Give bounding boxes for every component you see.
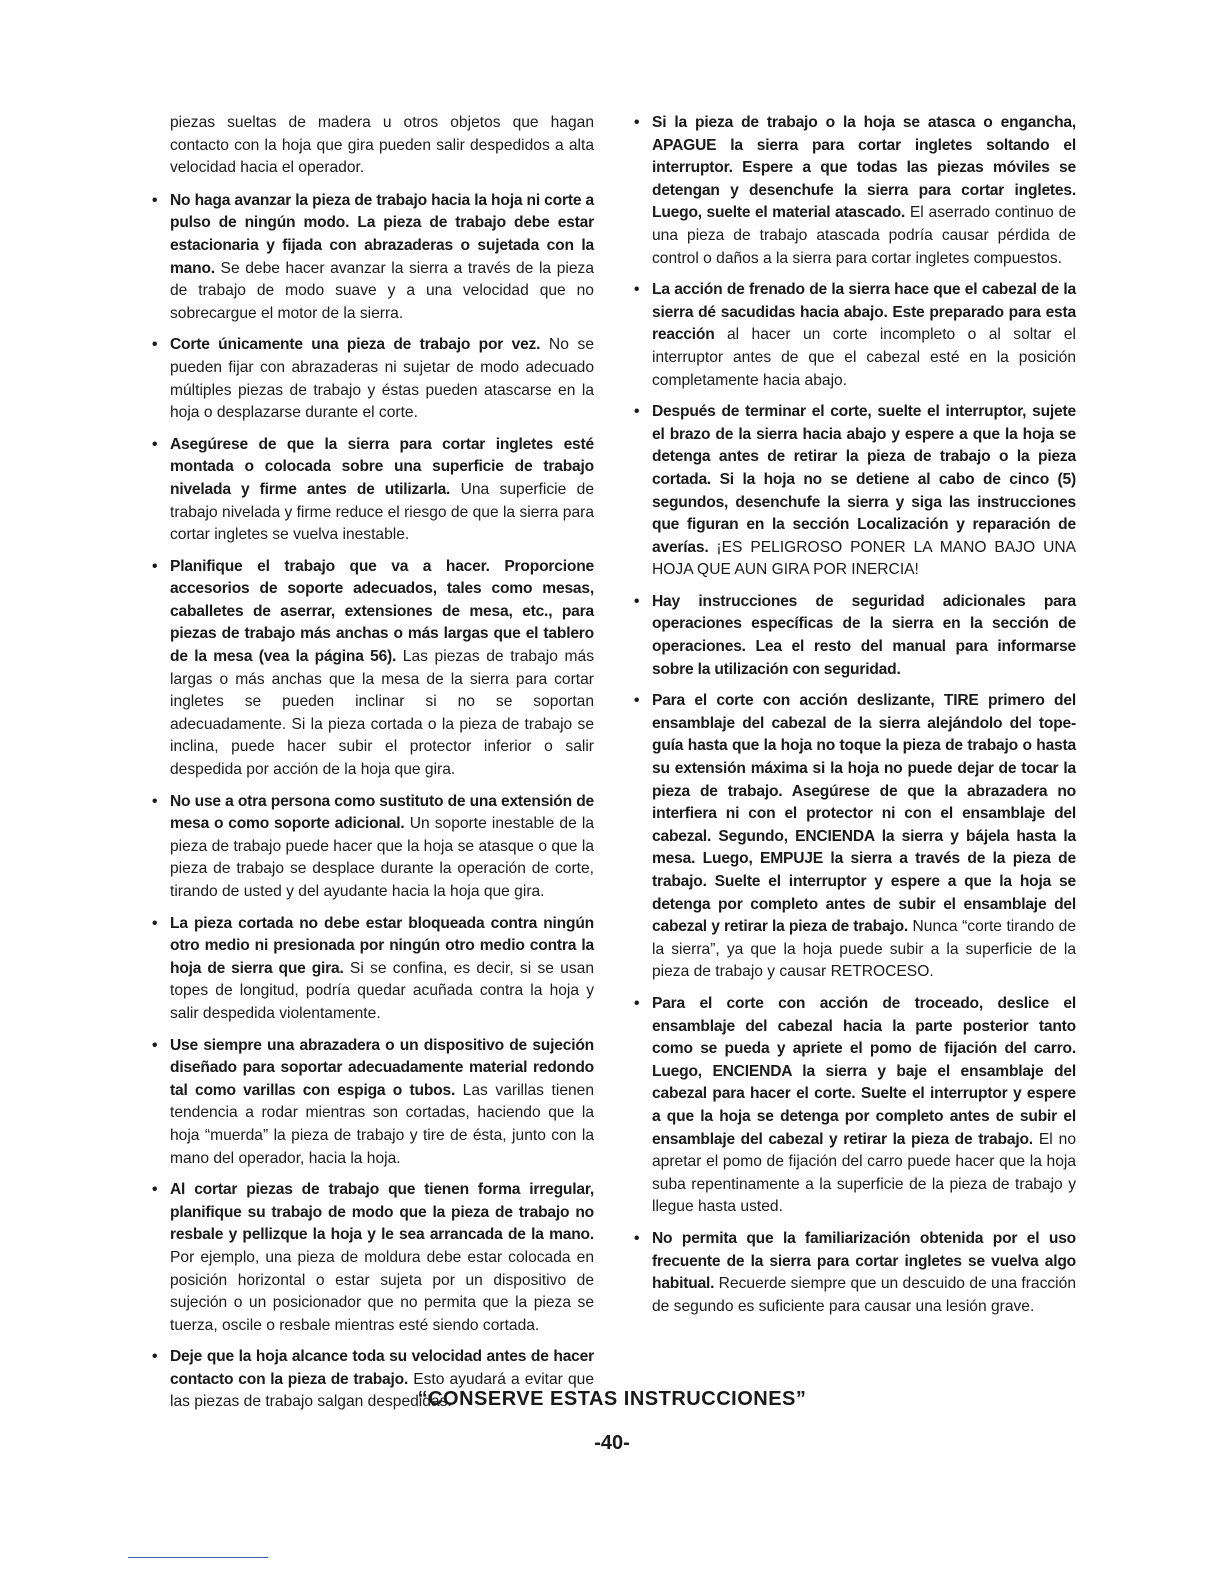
safety-item bbox=[630, 591, 1076, 681]
bullet-icon: • bbox=[152, 1181, 158, 1199]
item-bold-text: No use a otra persona como sustituto de una extensión de mesa o como soporte adicional. bbox=[170, 792, 594, 833]
bullet-icon: • bbox=[152, 336, 158, 354]
item-bold-text: No permita que la familiarización obtenida por el uso frecuente de la sierra para cortar ingletes se vuelva algo habitual. bbox=[652, 1229, 1076, 1293]
item-bold-text: La pieza cortada no debe estar bloqueada contra ningún otro medio ni presionada por ningún otro medio contra la hoja de sierra que gira. bbox=[170, 914, 594, 977]
item-bold-text: Después de terminar el corte, suelte el interruptor, sujete el brazo de la sierra hacia abajo y espere a que la hoja se detenga antes de retirar la pieza de trabajo o la pieza cortada. Si la hoja no se detiene al cabo de cinco (5) segundos, desenchufe la sierra y siga las instrucciones que figuran en la sección Localización y reparación de averías. bbox=[652, 403, 1076, 556]
item-body-text: Por ejemplo, una pieza de moldura debe estar colocada en posición horizontal o estar sujeta por un dispositivo de sujeción o un posicionador que no permita que la pieza se tuerza, oscile o resbale mientras esté siendo cortada. bbox=[170, 1248, 594, 1334]
footnote-rule bbox=[128, 1557, 268, 1558]
bullet-icon: • bbox=[152, 914, 158, 932]
bullet-icon: • bbox=[634, 1229, 640, 1247]
item-body-text: Nunca “corte tirando de la sierra”, ya que la hoja puede subir a la superficie de la pieza de trabajo y causar RETROCESO. bbox=[652, 918, 1076, 981]
item-body-text: Un soporte inestable de la pieza de trabajo puede hacer que la hoja se atasque o que la pieza de trabajo se desplace durante la operación de corte, tirando de usted y del ayudante hacia la hoja que gira. bbox=[170, 815, 595, 900]
safety-item bbox=[630, 112, 1076, 270]
bullet-icon: • bbox=[152, 792, 158, 810]
right-item-list bbox=[630, 112, 1076, 1318]
item-body-text: El aserrado continuo de una pieza de trabajo atascada podría causar pérdida de control o daños a la sierra para cortar ingletes compuestos. bbox=[652, 204, 1076, 267]
safety-item bbox=[630, 401, 1076, 582]
item-bold-text: Planifique el trabajo que va a hacer. Proporcione accesorios de soporte adecuados, tales como mesas, caballetes de aserrar, extensiones de mesa, etc., para piezas de trabajo más anchas o más largas que el tablero de la mesa (vea la página 56). bbox=[170, 557, 594, 666]
item-bold-text: Si la pieza de trabajo o la hoja se atasca o engancha, APAGUE la sierra para cortar ingletes soltando el interruptor. Espere a que todas las piezas móviles se detengan y desenchufe la sierra para cortar ingletes. Luego, suelte el material atascado. bbox=[652, 114, 1076, 222]
item-body-text: Si se confina, es decir, si se usan topes de longitud, podría quedar acuñada contra la hoja y salir despedida violentamente. bbox=[170, 959, 594, 1022]
safety-item bbox=[630, 279, 1076, 392]
item-bold-text: Deje que la hoja alcance toda su velocidad antes de hacer contacto con la pieza de trabajo. bbox=[170, 1348, 594, 1388]
item-body-text: Las piezas de trabajo más largas o más anchas que la mesa de la sierra para cortar ingletes se pueden inclinar si no se soportan adecuadamente. Si la pieza cortada o la pieza de trabajo se inclina, puede hacer subir el protector inferior o salir despedida por acción de la hoja que gira. bbox=[170, 648, 594, 779]
footer-title: “CONSERVE ESTAS INSTRUCCIONES” bbox=[417, 1388, 807, 1410]
bullet-icon: • bbox=[634, 592, 640, 610]
item-bold-text: La acción de frenado de la sierra hace que el cabezal de la sierra dé sacudidas hacia abajo. Este preparado para esta reacción bbox=[652, 281, 1076, 344]
bullet-icon: • bbox=[152, 1036, 158, 1054]
item-bold-text: Al cortar piezas de trabajo que tienen forma irregular, planifique su trabajo de modo que la pieza de trabajo no resbale y pellizque la hoja y le sea arrancada de la mano. bbox=[170, 1181, 594, 1244]
item-body-text: ¡ES PELIGROSO PONER LA MANO BAJO UNA HOJA QUE AUN GIRA POR INERCIA! bbox=[652, 538, 1076, 579]
bullet-icon: • bbox=[634, 403, 640, 421]
item-body-text: Esto ayudará a evitar que las piezas de trabajo salgan despedidas. bbox=[170, 1370, 594, 1411]
left-item-list bbox=[148, 190, 594, 1414]
item-body-text: No se pueden fijar con abrazaderas ni sujetar de modo adecuado múltiples piezas de trabajo y éstas pueden atascarse en la hoja o desplazarse durante el corte. bbox=[170, 336, 594, 422]
safety-item bbox=[630, 993, 1076, 1219]
bullet-icon: • bbox=[634, 114, 640, 131]
item-bold-text: Hay instrucciones de seguridad adicionales para operaciones específicas de la sierra en la sección de operaciones. Lea el resto del manual para informarse sobre la utilización con seguridad. bbox=[652, 592, 1076, 678]
bullet-icon: • bbox=[634, 692, 640, 710]
bullet-icon: • bbox=[152, 1348, 158, 1366]
right-column bbox=[630, 112, 1076, 1327]
item-body-text: al hacer un corte incompleto o al soltar el interruptor antes de que el cabezal esté en la posición completamente hacia abajo. bbox=[652, 326, 1076, 389]
safety-item bbox=[630, 1228, 1076, 1318]
bullet-icon: • bbox=[152, 191, 158, 209]
item-bold-text: Para el corte con acción deslizante, TIRE primero del ensamblaje del cabezal de la sierra alejándolo del tope-guía hasta que la hoja no toque la pieza de trabajo o hasta su extensión máxima si la hoja no puede dejar de tocar la pieza de trabajo. Asegúrese de que la abrazadera no interfiera ni con el protector ni con el ensamblaje del cabezal. Segundo, ENCIENDA la sierra y bájela hasta la mesa. Luego, EMPUJE la sierra a través de la pieza de trabajo. Suelte el interruptor y espere a que la hoja se detenga por completo antes de subir el ensamblaje del cabezal y retirar la pieza de trabajo. bbox=[652, 692, 1076, 936]
item-bold-text: Asegúrese de que la sierra para cortar ingletes esté montada o colocada sobre una superficie de trabajo nivelada y firme antes de utilizarla. bbox=[170, 435, 594, 498]
item-body-text: Se debe hacer avanzar la sierra a través de la pieza de trabajo de modo suave y a una velocidad que no sobrecargue el motor de la sierra. bbox=[170, 259, 594, 322]
left-column bbox=[148, 112, 594, 1423]
item-body-text: Las varillas tienen tendencia a rodar mientras son cortadas, haciendo que la hoja “muerda” la pieza de trabajo y tire de ésta, junto con la mano del operador, hacia la hoja. bbox=[170, 1081, 595, 1167]
bullet-icon: • bbox=[634, 281, 640, 299]
item-bold-text: Corte únicamente una pieza de trabajo por vez. bbox=[170, 336, 541, 354]
item-body-text: Una superficie de trabajo nivelada y firme reduce el riesgo de que la sierra para cortar ingletes se vuelva inestable. bbox=[170, 480, 595, 544]
safety-item bbox=[148, 1179, 594, 1337]
item-bold-text: Use siempre una abrazadera o un dispositivo de sujeción diseñado para soportar adecuadamente material redondo tal como varillas con espiga o tubos. bbox=[170, 1036, 594, 1099]
bullet-icon: • bbox=[634, 994, 640, 1012]
item-bold-text: No haga avanzar la pieza de trabajo hacia la hoja ni corte a pulso de ningún modo. La pieza de trabajo debe estar estacionaria y fijada con abrazaderas o sujetada con la mano. bbox=[170, 191, 594, 277]
safety-item bbox=[148, 1035, 594, 1171]
item-bold-text: Para el corte con acción de troceado, deslice el ensamblaje del cabezal hacia la parte posterior tanto como se pueda y apriete el pomo de fijación del carro. Luego, ENCIENDA la sierra y baje el ensamblaje del cabezal para hacer el corte. Suelte el interruptor y espere a que la hoja se detenga por completo antes de subir el ensamblaje del cabezal y retirar la pieza de trabajo. bbox=[652, 994, 1076, 1148]
safety-item bbox=[630, 690, 1076, 984]
continuation-paragraph: piezas sueltas de madera u otros objetos que hagan contacto con la hoja que gira pueden salir despedidos a alta velocidad hacia el operador. bbox=[170, 114, 594, 177]
bullet-icon: • bbox=[152, 435, 158, 453]
item-body-text: Recuerde siempre que un descuido de una fracción de segundo es suficiente para causar una lesión grave. bbox=[652, 1275, 1076, 1315]
safety-item bbox=[148, 190, 594, 326]
safety-item bbox=[148, 434, 594, 547]
safety-item bbox=[148, 791, 594, 904]
bullet-icon: • bbox=[152, 557, 158, 575]
safety-item bbox=[148, 556, 594, 782]
page-number: -40- bbox=[594, 1432, 630, 1454]
safety-item bbox=[148, 334, 594, 424]
safety-item bbox=[148, 913, 594, 1026]
item-body-text: El no apretar el pomo de fijación del carro puede hacer que la hoja suba repentinamente a la superficie de la pieza de trabajo y llegue hasta usted. bbox=[652, 1130, 1076, 1216]
